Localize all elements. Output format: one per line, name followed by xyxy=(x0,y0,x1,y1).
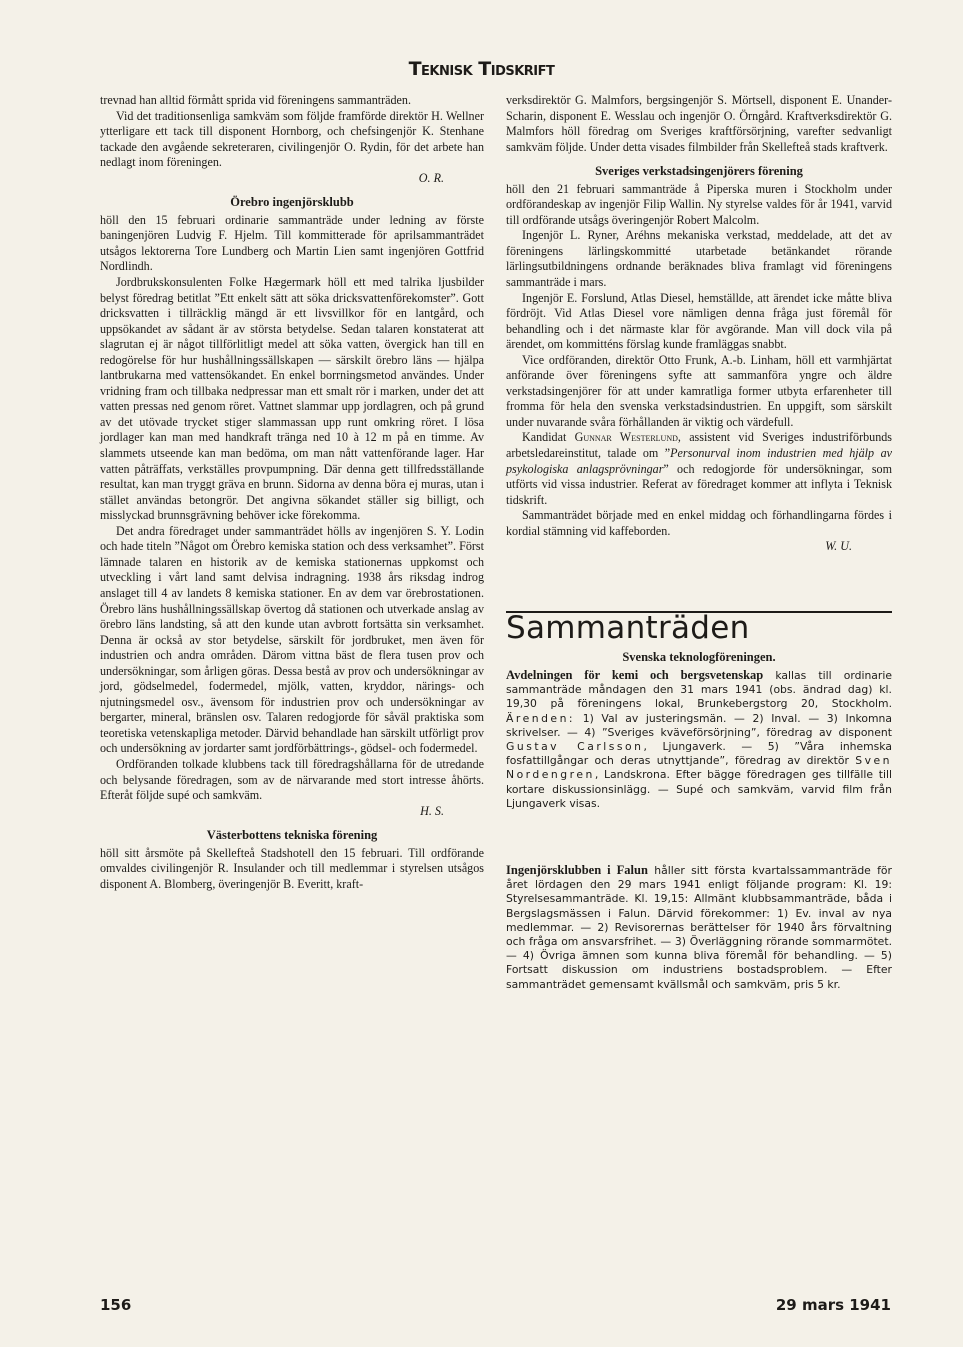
left-column xyxy=(100,93,484,892)
signature: O. R. xyxy=(418,170,444,185)
paragraph: Ingenjör L. Ryner, Aréhns mekaniska verkstad, meddelade, att det av föreningens lärlingskommitté utarbetade betänkandet rörande lärlingsutbildningens ordnande beräknades bliva framlagt vid föreningens sammanträde i mars. xyxy=(506,228,892,290)
paragraph: Sammanträdet började med en enkel middag och förhandlingarna fördes i kordial stämning vid kaffeborden. xyxy=(506,508,892,538)
notice-text xyxy=(506,863,892,992)
text: , Landskrona. Efter bägge föredragen ges tillfälle till kortare diskussionsinlägg. — Supé och samkväm, varvid film från Ljungaverk visas. xyxy=(506,768,892,810)
lecture-title: Personurval inom industrien med hjälp av psykologiska anlagsprövningar xyxy=(506,446,892,476)
heading-vasterbotten: Västerbottens tekniska förening xyxy=(206,828,378,843)
text: håller sitt första kvartalssammanträde för året lördagen den 29 mars 1941 enligt följande program: Kl. 19: Styrelsesammanträde. Kl. 19,15: Allmänt klubbsammanträde, båda i Bergslagsmässen i Falun. Därvid förekommer: 1) Ev. inval av nya medlemmar. — 2) Revisorernas berättelser för 1940 års förvaltning och fråga om ansvarsfrihet. — 3) Överläggning rörande sommarmötet. — 4) Övriga ämnen som kunna bliva föremål för behandling. — 5) Fortsatt diskussion om industriens bostadsproblem. — Efter sammanträdet gemensamt kvällsmål och samkväm, pris 5 kr. xyxy=(506,863,892,991)
masthead: Teknisk Tidskrift xyxy=(408,58,555,80)
notice-lead: Avdelningen för kemi och bergsvetenskap xyxy=(506,667,764,682)
paragraph: verksdirektör G. Malmfors, bergsingenjör S. Mörtsell, disponent E. Unander-Scharin, disponent E. Wesslau och ingenjör O. Örngård. Kraftverksdirektör G. Malmfors höll föredrag om Sveriges kraftförsörjning, varefter sedvanligt samkväm följde. Under detta visades filmbilder från Skellefteå stads kraftverk. xyxy=(506,93,892,154)
section-title: Sammanträden xyxy=(506,611,892,637)
paragraph: Ingenjör E. Forslund, Atlas Diesel, hemställde, att ärendet icke måtte bliva fördröjt. Vid Atlas Diesel vore nämligen denna fråga just föremål för behandling och i det närmaste klar för avgörande. Man vill dock vila på ärendet, om kommitténs förslag kunde framläggas snabbt. xyxy=(506,290,892,352)
issue-date: 29 mars 1941 xyxy=(775,1296,891,1314)
text: Ärenden: xyxy=(506,711,576,725)
meeting-notice xyxy=(506,863,892,992)
heading-orebro: Örebro ingenjörsklubb xyxy=(230,195,354,210)
speaker-name: Sven Nordengren xyxy=(506,754,892,782)
paragraph: höll sitt årsmöte på Skellefteå Stadshotell den 15 februari. Till ordförande omvaldes civilingenjör R. Insulander och till medlemmar i styrelsen utsågos disponent A. Blomberg, överingenjör B. Everitt, kraft- xyxy=(100,845,484,891)
paragraph xyxy=(506,430,892,508)
right-column xyxy=(506,93,892,992)
text: kallas till ordinarie sammanträde måndagen den 31 mars 1941 (obs. ändrad dag) kl. 19,30 på föreningens lokal, Brunkebergstorg 20, Stockholm. xyxy=(506,668,893,711)
signature: W. U. xyxy=(825,539,852,554)
notice-lead: Ingenjörsklubben i Falun xyxy=(506,862,648,877)
paragraph: Vice ordföranden, direktör Otto Frunk, A.-b. Linham, höll ett varmhjärtat anförande över föreningens syfte att sammanföra yngre och äldre verkstadsingenjörer för att under kamratliga former utbyta erfarenheter till fromma för hela den svenska verkstadsindustrien. En uppgift, som särskilt under nuvarande svåra förhållanden är viktig och värdefull. xyxy=(506,352,892,429)
paragraph: Jordbrukskonsulenten Folke Hægermark höll ett med talrika ljusbilder belyst föredrag betitlat ”Ett enkelt sätt att söka dricksvattenförekomster”. Gott dricksvatten i tillräcklig mängd är ett livsvillkor för en lantgård, och uppsökandet av sådant är av största betydelse. Sedan talaren konstaterat att slagrutan ej är något tillförlitligt medel att söka vatten, övergick han till en redogörelse för hur hushållningssällskapen — särskilt örebro läns — hjälpa lantbrukarna med vattensökandet. En enkel borrningsmetod användes. Under vridning fram och tillbaka nedpressar man ett smalt rör i marken, under det att vatten pressas ned genom röret. Vattnet slammar upp jordlagren, och på grund av det utövade trycket stiger slammassan upp runt omkring röret. I lösa jordlager kan man med handkraft tränga ned 10 à 12 m på en timme. Av slammets utseende kan man bedöma, om man nått vattenförande lager. Har vatten påträffats, verkställes provpumpning. Där denna gett tillfredsställande resultat, kan man tryggt gräva en brunn. Sidorna av denna böra ej muras, utan i stället användas betongrör. Det angivna sökandet ställer sig billigt, och misslyckad brunnsgrävning behöver icke förekomma. xyxy=(100,275,484,523)
text: ” och redogjorde för undersökningar, som utförts vid vissa industrier. Referat av föredraget kommer att inflyta i Teknisk tidskrift. xyxy=(506,461,892,507)
page-number: 156 xyxy=(100,1296,132,1314)
heading-verkstad: Sveriges verkstadsingenjörers förening xyxy=(595,164,803,179)
text: Kandidat xyxy=(522,430,575,445)
notice-text xyxy=(506,668,892,811)
speaker-name: Gustav Carlsson xyxy=(506,739,644,753)
paragraph: höll den 15 februari ordinarie sammanträde under ledning av förste baningenjören Ludvig F. Hjelm. Till kommitterade för aprilsammanträdet utsågos lektorerna Tore Lundberg och Martin Lien samt ingenjören Gottfrid Nordlindh. xyxy=(100,212,484,274)
paragraph: Det andra föredraget under sammanträdet hölls av ingenjören S. Y. Lodin och hade titeln ”Något om Örebro kemiska station och dess verksamhet”. Först lämnade talaren en historik av de kemiska stationernas uppkomst och utveckling i vårt land samt delvisa indragning. 1938 års riksdag indrog anslaget till 4 av landets 8 kemiska stationer. En av dem var örebrostationen. Örebro läns hushållningssällskap övertog då stationen och utverkade anslag av örebro läns landsting, så att den kunde utan avbrott fortsätta sin verksamhet. Denna är också av stor betydelse, särskilt för jordbruket, men även för industrien och andra områden. Därom vittna bäst de flera tusen prov och undersökningar, som årligen göras. Dessa bestå av prov och undersökningar av jord, gödselmedel, fodermedel, mjölk, vatten, kryddor, närings- och njutningsmedel osv., ävensom för industrien prov och undersökningar av bergarter, mineral, bränslen osv. Talaren redogjorde för såväl praktiska som teoretiska vetenskapliga metoder. Därvid behandlade han särskilt utförligt prov och undersökning av jordarter samt jordförbättrings-, gödsel- och fodermedel. xyxy=(100,523,484,756)
text: 1) Val av justeringsmän. — 2) Inval. — 3) Inkomna skrivelser. — 4) ”Sveriges kväveförsörjning”, föredrag av disponent xyxy=(506,711,892,739)
heading-teknolog: Svenska teknologföreningen. xyxy=(622,650,776,665)
speaker-name: Gunnar Westerlund xyxy=(574,430,678,445)
text: , assistent vid Sveriges industriförbunds arbetsledareinstitut, talade om ” xyxy=(506,430,892,461)
paragraph: Vid det traditionsenliga samkväm som följde framförde direktör H. Wellner ytterligare ett tack till disponent Hornborg, och chefsingenjör K. Stenhane tackade den avgående sekreteraren, civilingenjör O. Rydin, för det arbete han nedlagt inom föreningen. xyxy=(100,108,484,170)
signature: H. S. xyxy=(420,803,444,818)
meeting-notice xyxy=(506,668,892,811)
paragraph: Ordföranden tolkade klubbens tack till föredragshållarna för de utredande och belysande föredragen, som av de närvarande med stort intresse åhörts. Efteråt följde supé och samkväm. xyxy=(100,756,484,803)
paragraph: höll den 21 februari sammanträde å Piperska muren i Stockholm under ordförandeskap av ingenjör Filip Wallin. Ny styrelse valdes för år 1941, varvid till ordförande utsågs överingenjör Robert Malcolm. xyxy=(506,181,892,227)
text: , Ljungaverk. — 5) ”Våra inhemska fosfattillgångar och deras utnyttjande”, föredrag av direktör xyxy=(506,739,892,768)
paragraph: trevnad han alltid förmått sprida vid föreningens sammanträden. xyxy=(100,93,411,107)
